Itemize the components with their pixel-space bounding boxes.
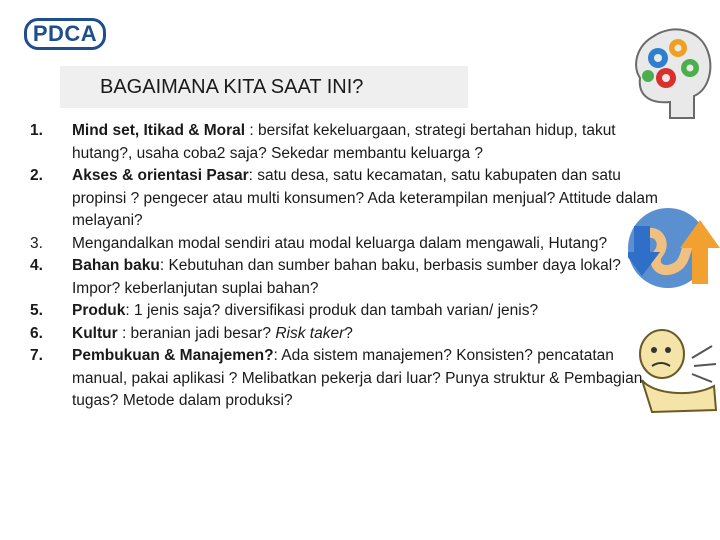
list-item-text: : satu desa, satu kecamatan, satu kabupaten dan satu propinsi ? pengecer atau multi konsumen? Ada keterampilan menjual? Attitude dalam melayani?: [72, 167, 658, 229]
list-item-1: [30, 120, 670, 165]
list-item-text: : 1 jenis saja? diversifikasi produk dan tambah varian/ jenis?: [125, 302, 539, 319]
list-item-text: : Ada sistem manajemen? Konsisten? pencatatan manual, pakai aplikasi ? Melibatkan pekerja dari luar? Punya struktur & Pembagian tugas? Metode dalam produksi?: [72, 347, 643, 409]
list-item-heading: Kultur: [72, 324, 118, 342]
logo-text: PDCA: [32, 21, 98, 46]
pdca-logo: [24, 18, 106, 50]
list-item-3: [30, 233, 670, 256]
list-item-heading: Akses & orientasi Pasar: [72, 167, 249, 184]
list-item-4: [30, 255, 670, 300]
list-number: 7.: [30, 347, 43, 364]
list-item-heading: Bahan baku: [72, 257, 160, 274]
list-item-text: : Kebutuhan dan sumber bahan baku, berbasis sumber daya lokal? Impor? keberlanjutan suplai bahan?: [72, 257, 621, 297]
list-item-italic: Risk taker: [275, 324, 345, 342]
list-number: 1.: [30, 122, 43, 139]
list-item-5: [30, 300, 670, 323]
content-list: [30, 120, 670, 413]
brain-gears-icon: [610, 18, 716, 122]
list-number: 3.: [30, 234, 43, 252]
list-number: 4.: [30, 257, 43, 274]
list-item-6: [30, 323, 670, 346]
list-number: 5.: [30, 302, 43, 319]
list-item-2: [30, 165, 670, 233]
slide-title: BAGAIMANA KITA SAAT INI?: [100, 75, 364, 98]
list-item-heading: Pembukuan & Manajemen?: [72, 347, 274, 364]
list-number: 6.: [30, 324, 43, 342]
list-item-heading: Mind set, Itikad & Moral: [72, 122, 246, 139]
list-item-7: [30, 345, 670, 413]
list-item-text: : beranian jadi besar?: [117, 324, 276, 342]
list-item-text: : bersifat kekeluargaan, strategi bertahan hidup, takut hutang?, usaha coba2 saja? Sekedar membantu keluarga ?: [72, 122, 616, 162]
list-number: 2.: [30, 167, 43, 184]
list-item-heading: Produk: [72, 302, 126, 319]
list-item-tail: ?: [344, 324, 353, 342]
list-item-text: Mengandalkan modal sendiri atau modal keluarga dalam mengawali, Hutang?: [72, 234, 608, 252]
title-box: [60, 66, 468, 108]
